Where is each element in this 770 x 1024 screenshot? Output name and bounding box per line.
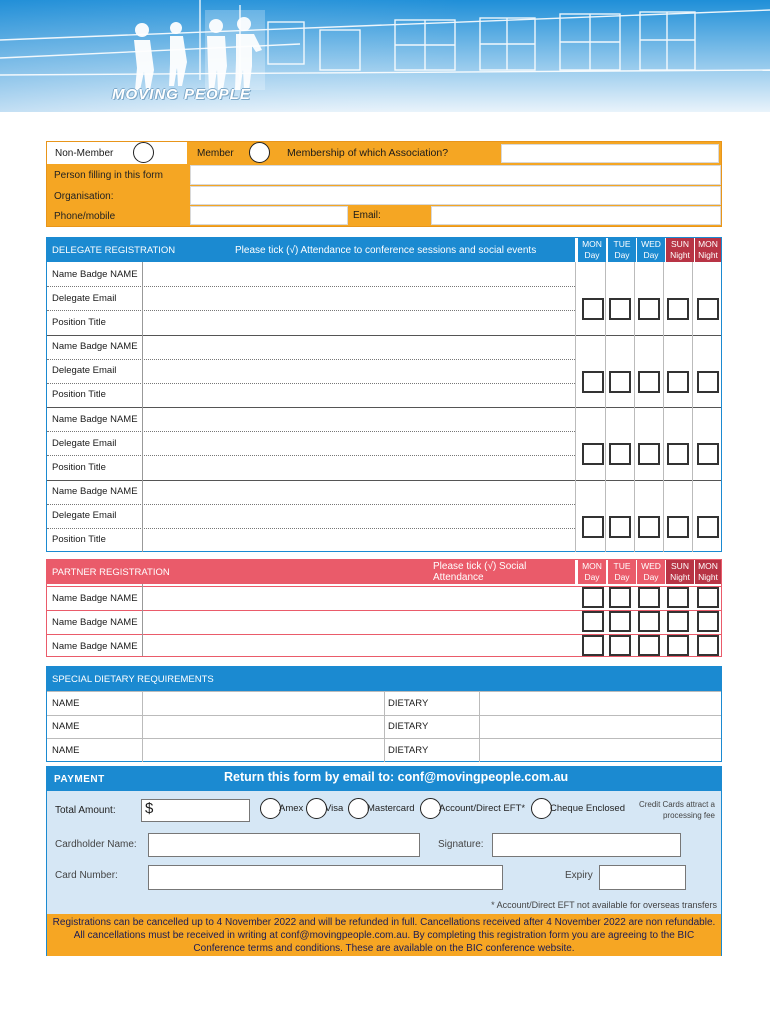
dietary-name-label: NAME <box>52 721 80 732</box>
delegate-input[interactable] <box>142 455 575 479</box>
dietary-name-input[interactable] <box>143 738 386 761</box>
attendance-checkbox[interactable] <box>667 516 689 538</box>
social-checkbox[interactable] <box>638 611 660 632</box>
eft-radio[interactable] <box>420 798 441 819</box>
visa-label: Visa <box>325 803 344 814</box>
group-divider <box>47 480 721 481</box>
cardholder-label: Cardholder Name: <box>55 839 137 850</box>
day-column-divider <box>663 262 664 552</box>
delegate-row-label: Delegate Email <box>52 365 117 376</box>
dietary-name-label: NAME <box>52 697 80 709</box>
day-header-bottom: Day <box>643 572 659 582</box>
social-checkbox[interactable] <box>609 611 631 632</box>
cheque-radio[interactable] <box>531 798 552 819</box>
mastercard-radio[interactable] <box>348 798 369 819</box>
social-checkbox[interactable] <box>638 635 660 656</box>
delegate-row-label: Position Title <box>52 316 106 328</box>
social-checkbox[interactable] <box>609 635 631 656</box>
dietary-section <box>46 666 722 762</box>
delegate-input[interactable] <box>142 286 575 310</box>
attendance-checkbox[interactable] <box>697 443 719 465</box>
partner-row-label: Name Badge NAME <box>52 592 138 604</box>
partner-title: PARTNER REGISTRATION <box>52 566 170 578</box>
day-header <box>695 560 721 584</box>
delegate-row-label: Position Title <box>52 534 106 545</box>
partner-input[interactable] <box>142 634 575 658</box>
dietary-name-input[interactable] <box>143 691 386 714</box>
day-header-top: WED <box>641 561 661 571</box>
amex-radio[interactable] <box>260 798 281 819</box>
partner-row-label: Name Badge NAME <box>52 640 138 652</box>
phone-row <box>47 206 190 226</box>
delegate-input[interactable] <box>142 310 575 334</box>
phone-input[interactable] <box>190 206 348 225</box>
delegate-row-label: Name Badge NAME <box>52 486 138 497</box>
delegate-row-label: Position Title <box>52 389 106 400</box>
attendance-checkbox[interactable] <box>638 298 660 320</box>
attendance-checkbox[interactable] <box>697 371 719 393</box>
day-header <box>695 238 721 262</box>
eft-note: * Account/Direct EFT not available for overseas transfers <box>491 900 717 910</box>
partner-input[interactable] <box>142 610 575 634</box>
day-column-divider <box>575 262 576 552</box>
delegate-title: DELEGATE REGISTRATION <box>52 244 176 256</box>
cardholder-input[interactable] <box>148 833 420 857</box>
social-checkbox[interactable] <box>667 611 689 632</box>
mastercard-label: Mastercard <box>367 803 415 814</box>
attendance-checkbox[interactable] <box>582 298 604 320</box>
day-header <box>578 560 606 584</box>
day-header-top: MON <box>698 561 718 571</box>
social-checkbox[interactable] <box>582 587 604 608</box>
day-header <box>578 238 606 262</box>
day-header <box>637 560 665 584</box>
dietary-label: DIETARY <box>388 721 429 732</box>
organisation-label: Organisation: <box>54 190 114 202</box>
day-header-bottom: Night <box>670 250 690 260</box>
day-header <box>666 560 694 584</box>
attendance-checkbox[interactable] <box>609 443 631 465</box>
signature-label: Signature: <box>438 839 484 850</box>
person-input[interactable] <box>190 165 721 185</box>
partner-row-label: Name Badge NAME <box>52 616 138 628</box>
day-column-divider <box>692 262 693 552</box>
organisation-input[interactable] <box>190 186 721 205</box>
social-checkbox[interactable] <box>609 587 631 608</box>
attendance-checkbox[interactable] <box>638 443 660 465</box>
signature-input[interactable] <box>492 833 681 857</box>
organisation-row <box>47 186 190 206</box>
column-divider <box>142 584 143 656</box>
day-column-divider <box>605 262 606 552</box>
partner-section <box>46 559 722 657</box>
non-member-cell <box>47 142 187 164</box>
email-label: Email: <box>353 210 381 221</box>
delegate-instruction: Please tick (√) Attendance to conference sessions and social events <box>235 244 537 256</box>
attendance-checkbox[interactable] <box>697 516 719 538</box>
person-label: Person filling in this form <box>54 169 163 181</box>
membership-section <box>46 141 722 227</box>
dietary-title: SPECIAL DIETARY REQUIREMENTS <box>52 673 214 685</box>
day-header-top: WED <box>641 239 661 249</box>
expiry-input[interactable] <box>599 865 686 890</box>
day-header-top: SUN <box>671 561 689 571</box>
column-divider <box>384 691 385 762</box>
delegate-row-label: Delegate Email <box>52 292 117 304</box>
dietary-label: DIETARY <box>388 697 429 709</box>
delegate-input[interactable] <box>142 359 575 383</box>
social-checkbox[interactable] <box>697 635 719 656</box>
delegate-input[interactable] <box>142 262 575 286</box>
attendance-checkbox[interactable] <box>582 371 604 393</box>
delegate-input[interactable] <box>142 383 575 407</box>
delegate-input[interactable] <box>142 335 575 359</box>
amex-label: Amex <box>279 803 304 814</box>
logo-text: MOVING PEOPLE <box>112 86 251 103</box>
association-label: Membership of which Association? <box>287 147 449 159</box>
day-column-divider <box>634 262 635 552</box>
day-header <box>608 560 636 584</box>
person-row <box>47 165 190 185</box>
total-input[interactable] <box>141 799 250 822</box>
attendance-checkbox[interactable] <box>582 516 604 538</box>
partner-input[interactable] <box>142 586 575 610</box>
day-header-bottom: Day <box>584 572 600 582</box>
dietary-name-input[interactable] <box>143 715 386 738</box>
column-divider <box>142 262 143 552</box>
delegate-input[interactable] <box>142 504 575 528</box>
payment-title: PAYMENT <box>54 774 105 785</box>
social-checkbox[interactable] <box>582 611 604 632</box>
currency-symbol: $ <box>145 800 154 817</box>
social-checkbox[interactable] <box>638 587 660 608</box>
day-header <box>637 238 665 262</box>
day-header <box>666 238 694 262</box>
non-member-label: Non-Member <box>55 148 114 159</box>
attendance-checkbox[interactable] <box>582 443 604 465</box>
expiry-label: Expiry <box>565 870 593 881</box>
day-header-bottom: Day <box>614 250 630 260</box>
attendance-checkbox[interactable] <box>697 298 719 320</box>
day-header-bottom: Day <box>614 572 630 582</box>
attendance-checkbox[interactable] <box>609 516 631 538</box>
attendance-checkbox[interactable] <box>667 298 689 320</box>
delegate-input[interactable] <box>142 407 575 431</box>
attendance-checkbox[interactable] <box>638 371 660 393</box>
attendance-checkbox[interactable] <box>638 516 660 538</box>
social-checkbox[interactable] <box>582 635 604 656</box>
day-header <box>608 238 636 262</box>
cheque-label: Cheque Enclosed <box>550 803 625 814</box>
eft-label: Account/Direct EFT* <box>439 803 526 814</box>
day-header-top: MON <box>582 239 602 249</box>
email-input[interactable] <box>431 206 721 225</box>
total-label: Total Amount: <box>55 805 116 816</box>
day-header-bottom: Day <box>584 250 600 260</box>
delegate-row-label: Delegate Email <box>52 437 117 449</box>
group-divider <box>47 335 721 336</box>
dietary-input[interactable] <box>481 691 721 714</box>
day-header-bottom: Day <box>643 250 659 260</box>
member-label: Member <box>197 148 234 159</box>
dietary-input[interactable] <box>481 738 721 761</box>
day-header-bottom: Night <box>670 572 690 582</box>
day-header-top: MON <box>698 239 718 249</box>
day-header-top: TUE <box>613 239 631 249</box>
column-divider <box>479 691 480 762</box>
day-header-top: MON <box>582 561 602 571</box>
day-header-top: SUN <box>671 239 689 249</box>
cancellation-note: Registrations can be cancelled up to 4 November 2022 and will be refunded in full. Cancellations received after 4 November 2022 are non refundable. All cancellations must be received in writing at conf@movingpeople.com.au. By completing this registration form you are agreeing to the BIC Conference terms and conditions. These are available on the BIC conference website. <box>47 914 721 956</box>
partner-header <box>47 560 575 584</box>
attendance-checkbox[interactable] <box>667 443 689 465</box>
dietary-input[interactable] <box>481 715 721 738</box>
phone-label: Phone/mobile <box>54 210 116 222</box>
group-divider <box>47 407 721 408</box>
return-text: Return this form by email to: conf@movingpeople.com.au <box>224 770 569 784</box>
attendance-checkbox[interactable] <box>667 371 689 393</box>
visa-radio[interactable] <box>306 798 327 819</box>
card-number-label: Card Number: <box>55 870 118 881</box>
non-member-radio[interactable] <box>133 142 154 163</box>
day-header-bottom: Night <box>698 572 718 582</box>
card-number-input[interactable] <box>148 865 503 890</box>
social-checkbox[interactable] <box>667 587 689 608</box>
column-divider <box>142 691 143 762</box>
delegate-row-label: Name Badge NAME <box>52 413 138 425</box>
cc-note: Credit Cards attract a processing fee <box>638 800 715 820</box>
social-checkbox[interactable] <box>697 611 719 632</box>
delegate-row-label: Name Badge NAME <box>52 341 138 352</box>
attendance-checkbox[interactable] <box>609 371 631 393</box>
social-checkbox[interactable] <box>697 587 719 608</box>
day-header-top: TUE <box>613 561 631 571</box>
delegate-input[interactable] <box>142 480 575 504</box>
delegate-row-label: Name Badge NAME <box>52 268 138 280</box>
delegate-input[interactable] <box>142 528 575 552</box>
payment-section <box>46 766 722 956</box>
delegate-input[interactable] <box>142 431 575 455</box>
partner-instruction: Please tick (√) Social Attendance <box>433 561 527 583</box>
social-checkbox[interactable] <box>667 635 689 656</box>
member-radio[interactable] <box>249 142 270 163</box>
attendance-checkbox[interactable] <box>609 298 631 320</box>
day-header-bottom: Night <box>698 250 718 260</box>
delegate-header <box>47 238 575 262</box>
dietary-header <box>47 667 721 691</box>
delegate-row-label: Delegate Email <box>52 510 117 521</box>
dietary-label: DIETARY <box>388 744 429 756</box>
association-input[interactable] <box>501 144 719 163</box>
delegate-section <box>46 237 722 552</box>
delegate-row-label: Position Title <box>52 461 106 473</box>
dietary-name-label: NAME <box>52 744 80 756</box>
